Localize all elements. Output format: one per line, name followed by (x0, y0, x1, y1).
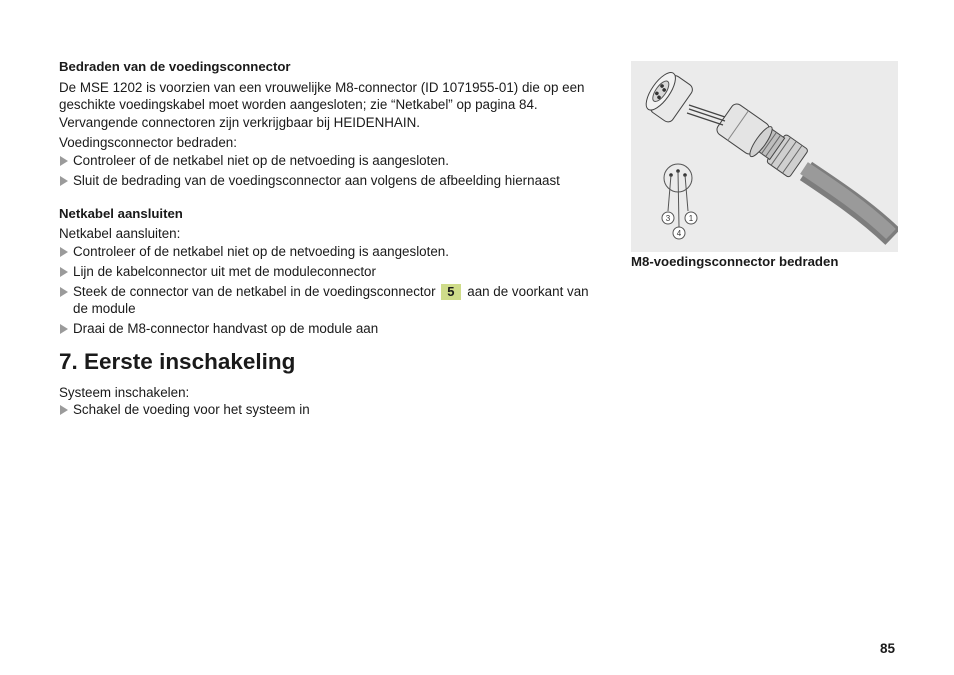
wiring-lead: Voedingsconnector bedraden: (59, 135, 237, 150)
pin-label-4: 4 (676, 229, 682, 238)
arrow-icon (60, 156, 68, 166)
list-item: Steek de connector van de netkabel in de voedingsconnector 5 aan de voorkant van de module (59, 283, 604, 318)
section-heading-power-cable: Netkabel aansluiten (59, 205, 183, 221)
chapter-title: 7. Eerste inschakeling (59, 348, 296, 374)
list-item: Controleer of de netkabel niet op de netvoeding is aangesloten. (59, 152, 604, 170)
section-heading-wiring: Bedraden van de voedingsconnector (59, 59, 291, 74)
list-item: Lijn de kabelconnector uit met de moduleconnector (59, 263, 604, 281)
arrow-icon (60, 176, 68, 186)
main-column (59, 58, 604, 421)
list-item: Schakel de voeding voor het systeem in (59, 401, 604, 419)
intro-paragraph: De MSE 1202 is voorzien van een vrouwelijke M8-connector (ID 1071955-01) die op een geschikte voedingskabel moet worden aangesloten; zie “Netkabel” op pagina 84. Vervangende connectoren zijn verkrijgbaar bij HEIDENHAIN. (59, 79, 585, 130)
pin-label-1: 1 (688, 214, 694, 223)
pin-label-3: 3 (665, 214, 671, 223)
list-item: Sluit de bedrading van de voedingsconnector aan volgens de afbeelding hiernaast (59, 172, 604, 190)
chapter-lead: Systeem inschakelen: (59, 384, 190, 400)
power-cable-lead: Netkabel aansluiten: (59, 226, 181, 241)
arrow-icon (60, 267, 68, 277)
list-item: Controleer of de netkabel niet op de netvoeding is aangesloten. (59, 243, 604, 261)
figure-caption: M8-voedingsconnector bedraden (631, 254, 839, 269)
m8-connector-illustration (631, 61, 898, 252)
arrow-icon (60, 247, 68, 257)
arrow-icon (60, 405, 68, 415)
arrow-icon (60, 324, 68, 334)
page-number: 85 (880, 641, 896, 656)
connector-figure (631, 61, 898, 252)
arrow-icon (60, 287, 68, 297)
list-item: Draai de M8-connector handvast op de module aan (59, 320, 604, 338)
connector-number-badge: 5 (441, 284, 460, 300)
